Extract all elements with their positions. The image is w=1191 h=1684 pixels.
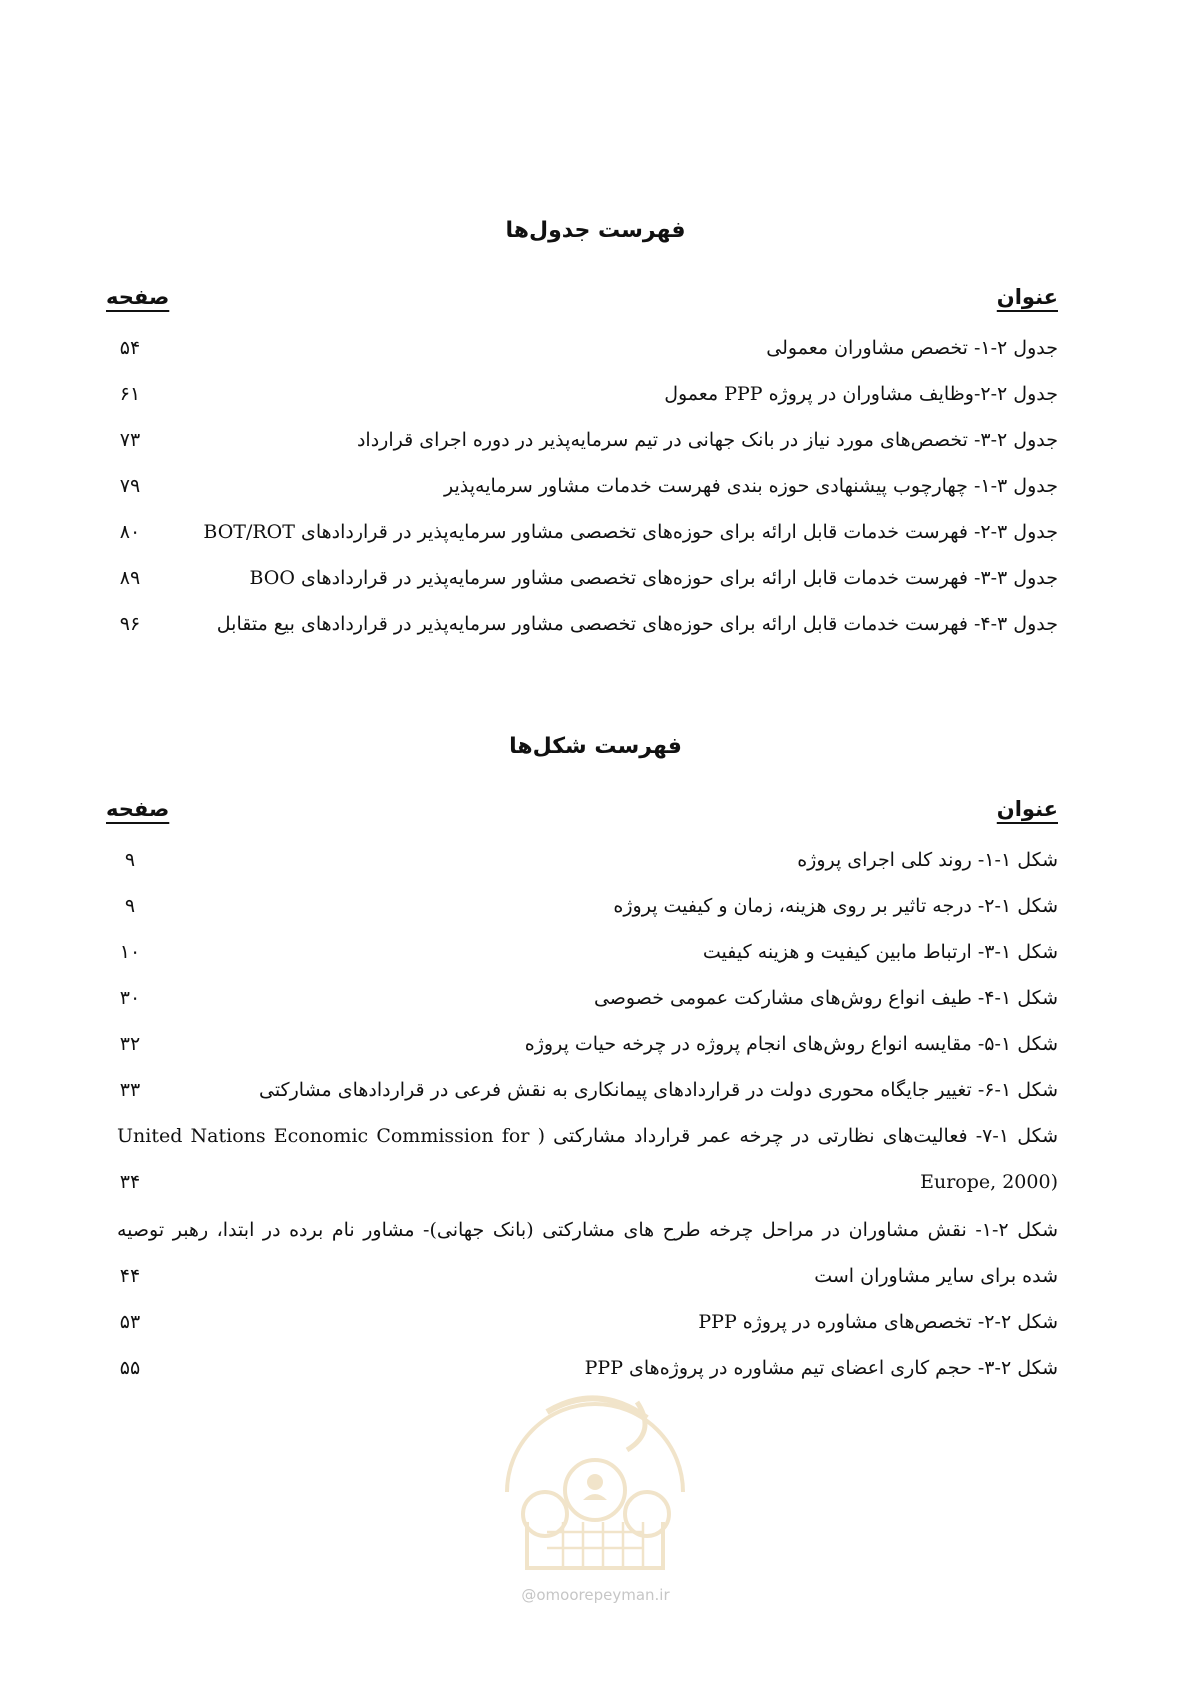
toc-entry-line1[interactable]	[0, 1118, 1191, 1154]
entry-title: جدول ۳-۴- فهرست خدمات قابل ارائه برای حوزه‌های تخصصی مشاور سرمایه‌پذیر در قراردادهای بیع متقابل	[216, 613, 1058, 635]
entry-title: شکل ۱-۵- مقایسه انواع روش‌های انجام پروژه در چرخه حیات پروژه	[524, 1033, 1058, 1055]
entry-title: جدول ۲-۱- تخصص مشاوران معمولی	[766, 337, 1058, 359]
tables-list-title: فهرست جدول‌ها	[505, 218, 686, 243]
entry-page: ۹	[124, 849, 136, 871]
entry-title: جدول ۳-۱- چهارچوب پیشنهادی حوزه بندی فهرست خدمات مشاور سرمایه‌پذیر	[443, 475, 1058, 497]
watermark-text: @omoorepeyman.ir	[521, 1586, 670, 1604]
entry-page: ۹۶	[119, 613, 141, 635]
tables-header-title: عنوان	[996, 285, 1058, 309]
entry-page: ۷۳	[119, 429, 141, 451]
entry-page: ۸۰	[119, 521, 141, 543]
entry-page: ۵۳	[119, 1311, 141, 1333]
entry-page: ۳۰	[119, 987, 141, 1009]
entry-page: ۵۵	[119, 1357, 141, 1379]
entry-page: ۹	[124, 895, 136, 917]
entry-title: شکل ۱-۳- ارتباط مابین کیفیت و هزینه کیفیت	[702, 941, 1058, 963]
entry-page: ۴۴	[119, 1265, 141, 1287]
toc-entry[interactable]	[0, 514, 1191, 550]
entry-page: ۳۲	[119, 1033, 141, 1055]
toc-entry[interactable]	[0, 376, 1191, 412]
entry-title: جدول ۲-۲-وظایف مشاوران در پروژه PPP معمول	[664, 383, 1058, 405]
toc-entry[interactable]	[0, 980, 1191, 1016]
entry-title-continued: شده برای سایر مشاوران است	[814, 1265, 1058, 1287]
entry-page: ۳۳	[119, 1079, 141, 1101]
entry-title: جدول ۳-۳- فهرست خدمات قابل ارائه برای حوزه‌های تخصصی مشاور سرمایه‌پذیر در قراردادهای BOO	[249, 567, 1058, 589]
toc-entry[interactable]	[0, 422, 1191, 458]
entry-title: شکل ۱-۴- طیف انواع روش‌های مشارکت عمومی خصوصی	[593, 987, 1058, 1009]
figures-list-title: فهرست شکل‌ها	[509, 734, 682, 759]
toc-entry[interactable]	[0, 842, 1191, 878]
toc-entry[interactable]	[0, 1026, 1191, 1062]
toc-entry-line2[interactable]	[0, 1258, 1191, 1294]
toc-entry[interactable]	[0, 560, 1191, 596]
entry-title: شکل ۲-۳- حجم کاری اعضای تیم مشاوره در پروژه‌های PPP	[584, 1357, 1058, 1379]
entry-title: جدول ۲-۳- تخصص‌های مورد نیاز در بانک جهانی در تیم سرمایه‌پذیر در دوره اجرای قرارداد	[356, 429, 1058, 451]
entry-page: ۵۴	[119, 337, 141, 359]
entry-page: ۸۹	[119, 567, 141, 589]
toc-entry[interactable]	[0, 606, 1191, 642]
entry-title: شکل ۱-۶- تغییر جایگاه محوری دولت در قراردادهای پیمانکاری به نقش فرعی در قراردادهای مشارکتی	[258, 1079, 1058, 1101]
toc-entry[interactable]	[0, 888, 1191, 924]
toc-entry-line1[interactable]	[0, 1212, 1191, 1248]
entry-title: شکل ۱-۱- روند کلی اجرای پروژه	[797, 849, 1058, 871]
toc-entry-line2[interactable]	[0, 1164, 1191, 1200]
entry-title: شکل ۲-۲- تخصص‌های مشاوره در پروژه PPP	[698, 1311, 1058, 1333]
entry-page: ۷۹	[119, 475, 141, 497]
figures-header-title: عنوان	[996, 797, 1058, 821]
entry-title: شکل ۲-۱- نقش مشاوران در مراحل چرخه طرح های مشارکتی (بانک جهانی)- مشاور نام برده در ابتدا، رهبر توصیه	[117, 1219, 1058, 1241]
toc-entry[interactable]	[0, 934, 1191, 970]
watermark-logo-icon	[487, 1372, 703, 1578]
tables-header-page: صفحه	[106, 285, 170, 309]
toc-entry[interactable]	[0, 1304, 1191, 1340]
entry-page: ۱۰	[119, 941, 141, 963]
entry-title: شکل ۱-۷- فعالیت‌های نظارتی در چرخه عمر قرارداد مشارکتی ( United Nations Economic Commission for	[117, 1125, 1059, 1147]
toc-entry[interactable]	[0, 330, 1191, 366]
entry-title: شکل ۱-۲- درجه تاثیر بر روی هزینه، زمان و کیفیت پروژه	[613, 895, 1058, 917]
entry-page: ۶۱	[119, 383, 141, 405]
entry-page: ۳۴	[119, 1171, 141, 1193]
toc-entry[interactable]	[0, 1072, 1191, 1108]
toc-entry[interactable]	[0, 468, 1191, 504]
entry-title-continued: (Europe, 2000	[920, 1171, 1058, 1193]
figures-header-page: صفحه	[106, 797, 170, 821]
entry-title: جدول ۳-۲- فهرست خدمات قابل ارائه برای حوزه‌های تخصصی مشاور سرمایه‌پذیر در قراردادهای BOT/ROT	[203, 521, 1058, 543]
